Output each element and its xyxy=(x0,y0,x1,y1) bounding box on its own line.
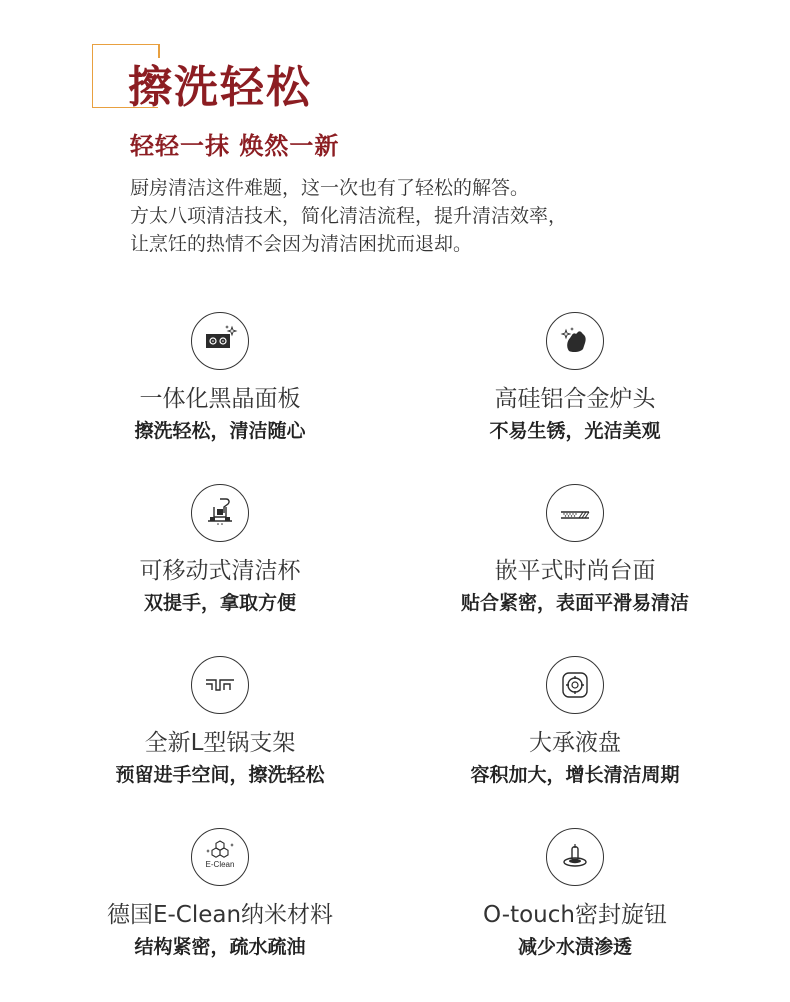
feature-glass-panel xyxy=(50,312,390,444)
feature-name: 全新L型锅支架 xyxy=(144,730,296,756)
feature-burner xyxy=(405,312,745,444)
glass-panel-icon xyxy=(191,312,249,370)
feature-name: O-touch密封旋钮 xyxy=(483,902,667,928)
feature-pan-support xyxy=(50,656,390,788)
drip-tray-icon xyxy=(546,656,604,714)
feature-name: 嵌平式时尚台面 xyxy=(494,558,656,584)
feature-knob xyxy=(405,828,745,960)
feature-e-clean xyxy=(50,828,390,960)
feature-cleaning-cup xyxy=(50,484,390,616)
wipe-hand-icon xyxy=(546,312,604,370)
intro-line: 厨房清洁这件难题，这一次也有了轻松的解答。 xyxy=(130,177,530,199)
knob-icon xyxy=(546,828,604,886)
e-clean-icon xyxy=(191,828,249,886)
removable-cup-icon xyxy=(191,484,249,542)
page-title: 擦洗轻松 xyxy=(128,62,312,113)
feature-name: 高硅铝合金炉头 xyxy=(494,386,656,412)
feature-desc: 预留进手空间，擦洗轻松 xyxy=(115,764,325,786)
feature-desc: 容积加大，增长清洁周期 xyxy=(470,764,680,786)
page-subtitle: 轻轻一抹 焕然一新 xyxy=(130,131,340,160)
feature-desc: 减少水渍渗透 xyxy=(517,936,632,958)
feature-name: 德国E-Clean纳米材料 xyxy=(106,902,334,928)
feature-drip-tray xyxy=(405,656,745,788)
intro-line: 让烹饪的热情不会因为清洁困扰而退却。 xyxy=(130,233,473,255)
feature-desc: 贴合紧密，表面平滑易清洁 xyxy=(460,592,689,614)
intro-paragraph xyxy=(130,174,567,258)
feature-name: 大承液盘 xyxy=(529,730,621,756)
feature-desc: 擦洗轻松，清洁随心 xyxy=(134,420,306,442)
pan-support-icon xyxy=(191,656,249,714)
feature-desc: 结构紧密，疏水疏油 xyxy=(134,936,306,958)
flush-countertop-icon xyxy=(546,484,604,542)
feature-name: 可移动式清洁杯 xyxy=(139,558,301,584)
feature-name: 一体化黑晶面板 xyxy=(139,386,301,412)
feature-countertop xyxy=(405,484,745,616)
feature-desc: 不易生锈，光洁美观 xyxy=(489,420,661,442)
e-clean-icon-label: E-Clean xyxy=(205,860,235,869)
intro-line: 方太八项清洁技术，简化清洁流程，提升清洁效率， xyxy=(130,205,568,227)
feature-desc: 双提手，拿取方便 xyxy=(143,592,296,614)
